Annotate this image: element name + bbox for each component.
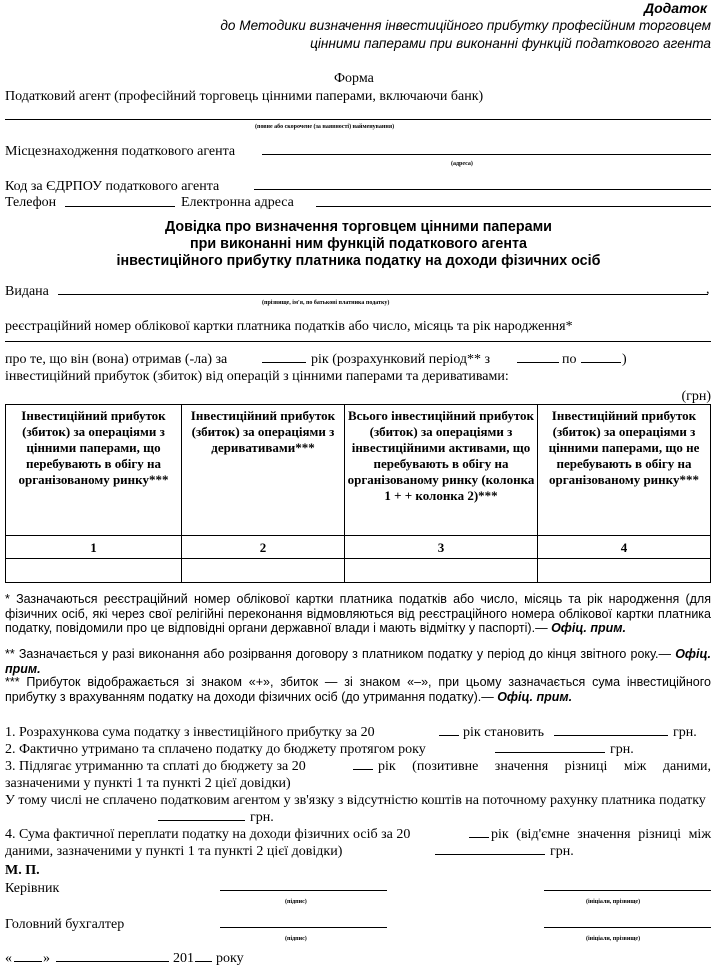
accountant-name-hint: (ініціали, прізвище) — [586, 936, 641, 942]
form-label: Форма — [334, 71, 374, 86]
about-text-4: ) інвестиційний прибуток (збиток) від операцій з цінними паперами та деривативами: — [5, 352, 627, 384]
about-text-1: про те, що він (вона) отримав (-ла) за — [5, 352, 228, 367]
column-header-2: Інвестиційний прибуток (збиток) за операціями з деривативами*** — [182, 405, 345, 536]
column-number-1: 1 — [6, 536, 182, 559]
accountant-signature-field[interactable] — [220, 927, 387, 928]
item-4-text-b: рік (від'ємне значення різниці між даними, зазначеними у пункті 1 та пункті 2 цієї довідки) — [5, 827, 711, 859]
heading-line-2: при виконанні ним функцій податкового агента — [190, 236, 527, 252]
phone-label: Телефон — [5, 195, 57, 210]
date-year-suffix: року — [216, 951, 244, 966]
column-number-2: 2 — [182, 536, 345, 559]
column-number-3: 3 — [345, 536, 538, 559]
column-header-3: Всього інвестиційний прибуток (збиток) за операціями з інвестиційними активами, що перебувають в обігу на організованому ринку (колонка 1 + + колонка 2)*** — [345, 405, 538, 536]
issued-label: Видана — [5, 284, 49, 299]
heading-line-3: інвестиційного прибутку платника податку на доходи фізичних осіб — [116, 253, 601, 269]
date-open-quote: « — [5, 951, 12, 966]
profit-table — [5, 404, 711, 583]
item-4-uah: грн. — [550, 844, 574, 859]
item-4-amount-field[interactable] — [435, 854, 545, 855]
accountant-label: Головний бухгалтер — [5, 917, 125, 932]
tax-agent-label: Податковий агент (професійний торговець цінними паперами, включаючи банк) — [5, 89, 484, 104]
about-text-3: по — [562, 352, 577, 367]
table-cell-value-3[interactable] — [345, 559, 538, 583]
appendix-title: Додаток — [643, 0, 707, 16]
phone-field[interactable] — [65, 206, 175, 207]
item-2-uah: грн. — [610, 742, 634, 757]
item-1-year-field[interactable] — [439, 735, 459, 736]
head-signature-field[interactable] — [220, 890, 387, 891]
about-text-2: рік (розрахунковий період** з — [311, 352, 491, 367]
unit-label: (грн) — [681, 389, 711, 404]
location-label: Місцезнаходження податкового агента — [5, 144, 236, 159]
head-name-hint: (ініціали, прізвище) — [586, 899, 641, 905]
document-page: Додаток до Методики визначення інвестиційного прибутку професійним торговцем цінними паперами при виконанні функцій податкового агента Форма Податковий агент (професійний торговець цінними паперами, включаючи банк) (повне або скорочене (за наявності) найменування) Місцезнаходження податкового агента (адреса) Код за ЄДРПОУ податкового агента Телефон Електронна адреса Довідка про визначення торговцем цінними паперами при виконанні ним функцій податкового агента інвестиційного прибутку платника податку на доходи фізичних осіб Видана , (прізвище, ім'я, по батькові платника податку) реєстраційний номер облікової картки платника податків або число, місяць та рік народження* про те, що він (вона) отримав (-ла) за рік (розрахунковий період** з по ) інвестиційний прибуток (збиток) від операцій з цінними паперами та деривативами: (грн) Інвестиційний прибуток (збиток) за операціями з цінними паперами, що перебувають в обігу на організованому ринку*** Інвестиційний прибуток (збиток) за операціями з деривативами*** Всього інвестиційний прибуток (збиток) за операціями з інвестиційними активами, що перебувають в обігу на організованому ринку (колонка 1 + + колонка 2)*** Інвестиційний прибуток (збиток) за операціями з цінними паперами, що не перебувають в обігу на організованому ринку*** 1 2 3 4 * Зазначаються реєстраційний номер облікової картки платника податків або число, місяць та рік народження (для фізичних осіб, які через свої релігійні переконання відмовляються від реєстраційного номера облікової картки платника податку, повідомили про це відповідні органи державної влади і мають відмітку у паспорті).— Офіц. прим. ** Зазначається у разі виконання або розірвання договору з платником податку у період до кінця звітного року.— Офіц. прим. *** Прибуток відображається зі знаком «+», збиток — зі знаком «–», при цьому зазначається сума інвестиційного прибутку з врахуванням податку на доходи фізичних осіб (до утримання податку).— Офіц. прим. 1. Розрахункова сума податку з інвестиційного прибутку за 20 рік становить грн. 2. Фактично утримано та сплачено податку до бюджету протягом року грн. 3. Підлягає утриманню та сплаті до бюджету за 20 рік (позитивне значення різниці між даними, зазначеними у пункті 1 та пункті 2 цієї довідки) У тому числі не сплачено податковим агентом у зв'язку з відсутністю коштів на поточному рахунку платника податку грн. 4. Сума фактичної переплати податку на доходи фізичних осіб за 20 рік (від'ємне значення різниці між даними, зазначеними у пункті 1 та пункті 2 цієї довідки) грн. М. П. Керівник (підпис) (ініціали, прізвище) Головний бухгалтер (підпис) (ініціали, прізвище) « » 201 року — [0, 0, 717, 968]
reg-number-field[interactable] — [5, 341, 711, 342]
tax-agent-hint: (повне або скорочене (за наявності) найменування) — [255, 124, 395, 130]
head-name-field[interactable] — [544, 890, 711, 891]
appendix-line-2: цінними паперами при виконанні функцій податкового агента — [310, 36, 711, 51]
footnote-3: *** Прибуток відображається зі знаком «+», збиток — зі знаком «–», при цьому зазначається сума інвестиційного прибутку з врахуванням податку на доходи фізичних осіб (до утримання податку).— Офіц. прим. — [5, 675, 711, 704]
table-cell-value-4[interactable] — [538, 559, 711, 583]
date-month-field[interactable] — [56, 961, 169, 962]
item-1-text-a: 1. Розрахункова сума податку з інвестиційного прибутку за 20 — [5, 725, 375, 740]
item-3-text-b: рік (позитивне значення різниці між даними, зазначеними у пункті 1 та пункті 2 цієї довідки) — [5, 759, 711, 791]
item-3-text-c: У тому числі не сплачено податковим агентом у зв'язку з відсутністю коштів на поточному рахунку платника податку — [5, 793, 706, 808]
email-field[interactable] — [316, 206, 711, 207]
stamp-label: М. П. — [5, 863, 40, 878]
item-3-unpaid-field[interactable] — [158, 820, 245, 821]
issued-field[interactable] — [58, 294, 708, 295]
edrpou-label: Код за ЄДРПОУ податкового агента — [5, 179, 220, 194]
date-close-quote: » — [43, 951, 50, 966]
tax-agent-field[interactable] — [5, 119, 711, 120]
date-day-field[interactable] — [14, 961, 42, 962]
issued-hint: (прізвище, ім'я, по батькові платника податку) — [262, 300, 390, 306]
item-1-uah: грн. — [673, 725, 697, 740]
item-3-uah: грн. — [250, 810, 274, 825]
accountant-name-field[interactable] — [544, 927, 711, 928]
location-hint: (адреса) — [451, 161, 473, 167]
footnote-3-note: Офіц. прим. — [497, 689, 573, 704]
item-2-amount-field[interactable] — [495, 752, 605, 753]
appendix-line-1: до Методики визначення інвестиційного прибутку професійним торговцем — [220, 18, 711, 33]
item-3-text-a: 3. Підлягає утриманню та сплаті до бюджету за 20 — [5, 759, 306, 774]
footnote-1-note: Офіц. прим. — [551, 621, 626, 635]
item-1-text-b: рік становить — [463, 725, 545, 740]
edrpou-field[interactable] — [254, 189, 711, 190]
table-cell-value-2[interactable] — [182, 559, 345, 583]
item-2-text: 2. Фактично утримано та сплачено податку до бюджету протягом року — [5, 742, 426, 757]
column-header-1: Інвестиційний прибуток (збиток) за операціями з цінними паперами, що перебувають в обігу на організованому ринку*** — [6, 405, 182, 536]
column-number-4: 4 — [538, 536, 711, 559]
footnote-1: * Зазначаються реєстраційний номер облікової картки платника податків або число, місяць та рік народження (для фізичних осіб, які через свої релігійні переконання відмовляються від реєстраційного номера облікової картки платника податку, повідомили про це відповідні органи державної влади і мають відмітку у паспорті).— Офіц. прим. — [5, 592, 711, 635]
table-cell-value-1[interactable] — [6, 559, 182, 583]
item-1-amount-field[interactable] — [554, 735, 668, 736]
email-label: Електронна адреса — [181, 195, 294, 210]
head-label: Керівник — [5, 881, 60, 896]
reg-number-label: реєстраційний номер облікової картки платника податків або число, місяць та рік народження* — [5, 319, 573, 334]
date-year-field[interactable] — [195, 961, 212, 962]
column-header-4: Інвестиційний прибуток (збиток) за операціями з цінними паперами, що не перебувають в обігу на організованому ринку*** — [538, 405, 711, 536]
location-field[interactable] — [262, 154, 711, 155]
footnote-2: ** Зазначається у разі виконання або розірвання договору з платником податку у період до кінця звітного року.— Офіц. прим. — [5, 647, 711, 676]
accountant-signature-hint: (підпис) — [285, 936, 307, 942]
footnote-2-note: Офіц. прим. — [5, 647, 711, 676]
date-year-prefix: 201 — [173, 951, 194, 966]
heading-line-1: Довідка про визначення торговцем цінними паперами — [165, 219, 552, 235]
item-4-text-a: 4. Сума фактичної переплати податку на доходи фізичних осіб за 20 — [5, 827, 411, 842]
head-signature-hint: (підпис) — [285, 899, 307, 905]
